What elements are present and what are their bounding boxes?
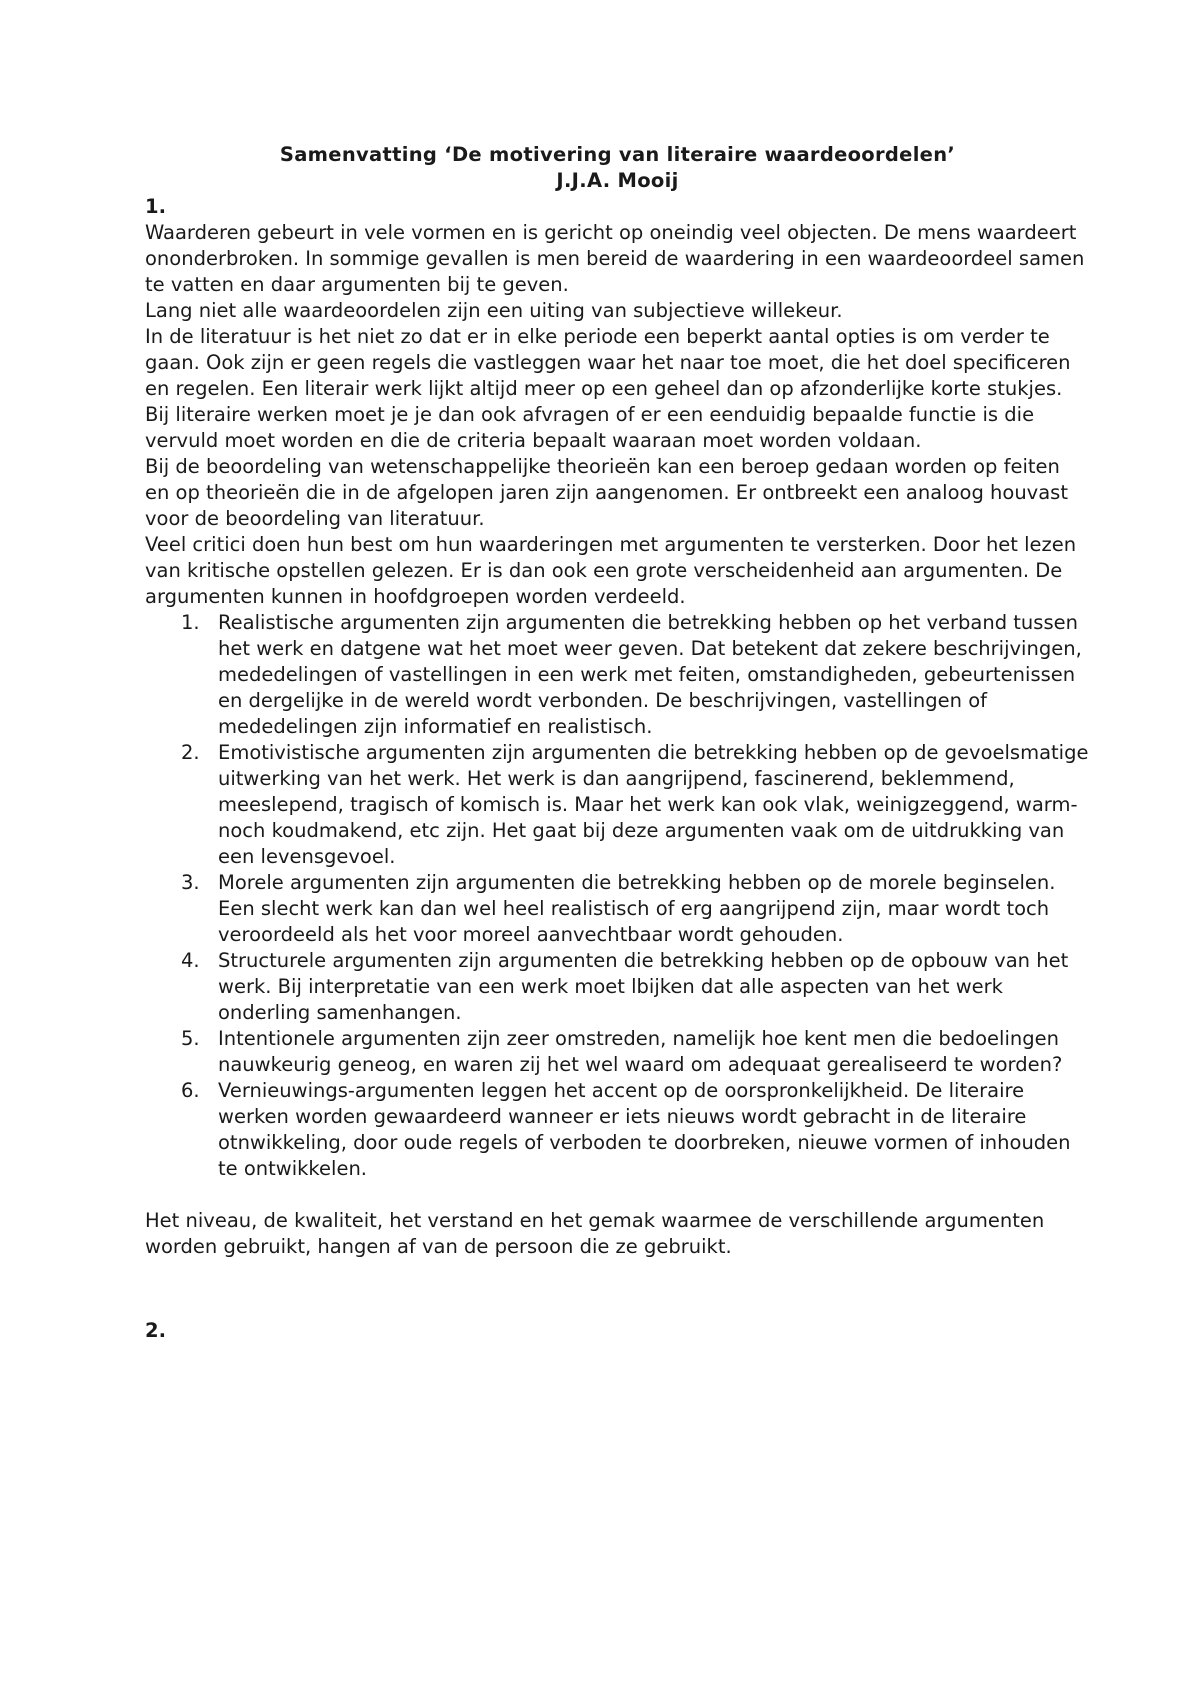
paragraph: In de literatuur is het niet zo dat er in elke periode een beperkt aantal opties is om verder te gaan. Ook zijn er geen regels die vastleggen waar het naar toe moet, die het doel specificeren en regelen. Een literair werk lijkt altijd meer op een geheel dan op afzonderlijke korte stukjes. Bij literaire werken moet je je dan ook afvragen of er een eenduidig bepaalde functie is die vervuld moet worden en die de criteria bepaalt waaraan moet worden voldaan. [145,325,1071,452]
list-item-number: 5. [181,1027,200,1050]
list-item-number: 6. [181,1079,200,1102]
section-1-number: 1. [145,195,166,218]
paragraph: Veel critici doen hun best om hun waarderingen met argumenten te versterken. Door het lezen van kritische opstellen gelezen. Er is dan ook een grote verscheidenheid aan argumenten. De argumenten kunnen in hoofdgroepen worden verdeeld. [145,533,1077,608]
list-item-text: Realistische argumenten zijn argumenten die betrekking hebben op het verband tussen het werk en datgene wat het moet weer geven. Dat betekent dat zekere beschrijvingen, mededelingen of vastellingen in een werk met feiten, omstandigheden, gebeurtenissen en dergelijke in de wereld wordt verbonden. De beschrijvingen, vastellingen of mededelingen zijn informatief en realistisch. [218,611,1082,738]
list-item-number: 3. [181,871,200,894]
document-body [145,142,1090,1344]
list-item-text: Vernieuwings-argumenten leggen het accent op de oorspronkelijkheid. De literaire werken worden gewaardeerd wanneer er iets nieuws wordt gebracht in de literaire otnwikkeling, door oude regels of verboden te doorbreken, nieuwe vormen of inhouden te ontwikkelen. [218,1079,1071,1180]
closing-paragraph: Het niveau, de kwaliteit, het verstand en het gemak waarmee de verschillende argumenten worden gebruikt, hangen af van de persoon die ze gebruikt. [145,1209,1045,1258]
document-author: J.J.A. Mooij [556,169,679,192]
list-item-text: Structurele argumenten zijn argumenten die betrekking hebben op de opbouw van het werk. Bij interpretatie van een werk moet lbijken dat alle aspecten van het werk onderling samenhangen. [218,949,1069,1024]
list-item [145,948,1090,1026]
title-block [145,142,1090,194]
list-item [145,1026,1090,1078]
list-item-text: Intentionele argumenten zijn zeer omstreden, namelijk hoe kent men die bedoelingen nauwkeurig geneog, en waren zij het wel waard om adequaat gerealiseerd te worden? [218,1027,1063,1076]
list-item [145,740,1090,870]
list-item-number: 2. [181,741,200,764]
section-2-number: 2. [145,1319,166,1342]
list-item-text: Emotivistische argumenten zijn argumenten die betrekking hebben op de gevoelsmatige uitwerking van het werk. Het werk is dan aangrijpend, fascinerend, beklemmend, meeslepend, tragisch of komisch is. Maar het werk kan ook vlak, weinigzeggend, warm- noch koudmakend, etc zijn. Het gaat bij deze argumenten vaak om de uitdrukking van een levensgevoel. [218,741,1089,868]
list-item-number: 4. [181,949,200,972]
argument-list [145,610,1090,1182]
list-item [145,870,1090,948]
list-item [145,610,1090,740]
paragraph: Lang niet alle waardeoordelen zijn een uiting van subjectieve willekeur. [145,299,843,322]
list-item-text: Morele argumenten zijn argumenten die betrekking hebben op de morele beginselen. Een slecht werk kan dan wel heel realistisch of erg aangrijpend zijn, maar wordt toch veroordeeld als het voor moreel aanvechtbaar wordt gehouden. [218,871,1056,946]
paragraph: Waarderen gebeurt in vele vormen en is gericht op oneindig veel objecten. De mens waardeert ononderbroken. In sommige gevallen is men bereid de waardering in een waardeoordeel samen te vatten en daar argumenten bij te geven. [145,221,1085,296]
list-item-number: 1. [181,611,200,634]
document-title: Samenvatting ‘De motivering van literaire waardeoordelen’ [279,143,956,166]
paragraph: Bij de beoordeling van wetenschappelijke theorieën kan een beroep gedaan worden op feiten en op theorieën die in de afgelopen jaren zijn aangenomen. Er ontbreekt een analoog houvast voor de beoordeling van literatuur. [145,455,1068,530]
list-item [145,1078,1090,1182]
